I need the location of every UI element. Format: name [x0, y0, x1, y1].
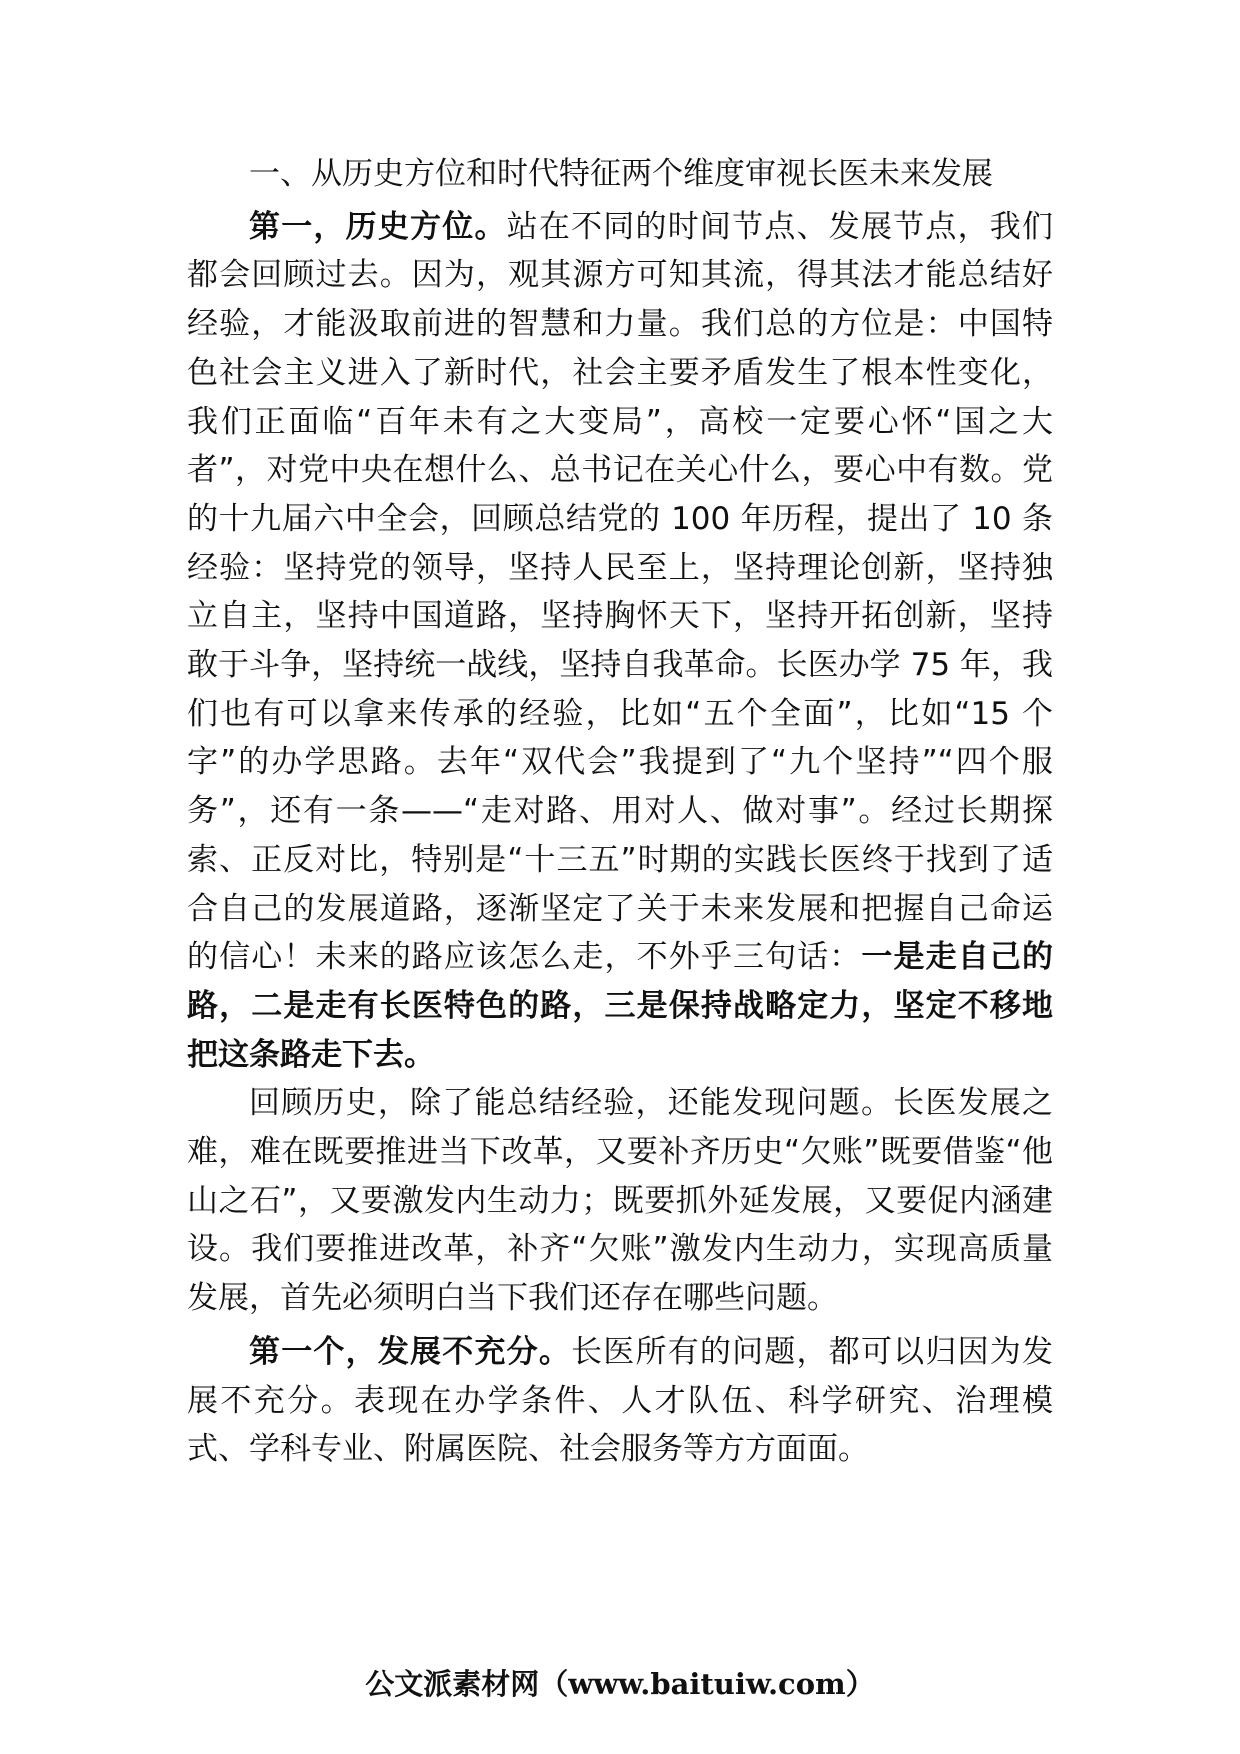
- section-heading: 一、从历史方位和时代特征两个维度审视长医未来发展: [249, 156, 993, 192]
- paragraph-text: 站在不同的时间节点、发展节点，我们都会回顾过去。因为，观其源方可知其流，得其法才能总结好经验，才能汲取前进的智慧和力量。我们总的方位是：中国特色社会主义进入了新时代，社会主要矛盾发生了根本性变化，我们正面临“百年未有之大变局”，高校一定要心怀“国之大者”，对党中央在想什么、总书记在关心什么，要心中有数。党的十九届六中全会，回顾总结党的 100 年历程，提出了 10 条经验：坚持党的领导，坚持人民至上，坚持理论创新，坚持独立自主，坚持中国道路，坚持胸怀天下，坚持开拓创新，坚持敢于斗争，坚持统一战线，坚持自我革命。长医办学 75 年，我们也有可以拿来传承的经验，比如“五个全面”，比如“15 个字”的办学思路。去年“双代会”我提到了“九个坚持”“四个服务”，还有一条——“走对路、用对人、做对事”。经过长期探索、正反对比，特别是“十三五”时期的实践长医终于找到了适合自己的发展道路，逐渐坚定了关于未来发展和把握自己命运的信心！未来的路应该怎么走，不外乎三句话：: [187, 208, 1054, 976]
- document-body: [187, 150, 1053, 1474]
- paragraph-review-history: 回顾历史，除了能总结经验，还能发现问题。长医发展之难，难在既要推进当下改革，又要补齐历史“欠账”既要借鉴“他山之石”，又要激发内生动力；既要抓外延发展，又要促内涵建设。我们要推进改革，补齐“欠账”激发内生动力，实现高质量发展，首先必须明白当下我们还存在哪些问题。: [187, 1085, 1053, 1317]
- paragraph-emphasis: 一是走自己的路，二是走有长医特色的路，三是保持战略定力，坚定不移地把这条路走下去。: [187, 939, 1053, 1073]
- paragraph-insufficient-development: [187, 1328, 1053, 1474]
- footer-source: 公文派素材网（www.baituiw.com）: [365, 1667, 875, 1701]
- paragraph-lead: 第一，历史方位。: [249, 208, 507, 245]
- paragraph-text: 长医所有的问题，都可以归因为发展不充分。表现在办学条件、人才队伍、科学研究、治理模式、学科专业、附属医院、社会服务等方方面面。: [187, 1333, 1054, 1468]
- paragraph-lead: 第一个，发展不充分。: [249, 1333, 572, 1370]
- paragraph-historical-position: [187, 203, 1053, 1080]
